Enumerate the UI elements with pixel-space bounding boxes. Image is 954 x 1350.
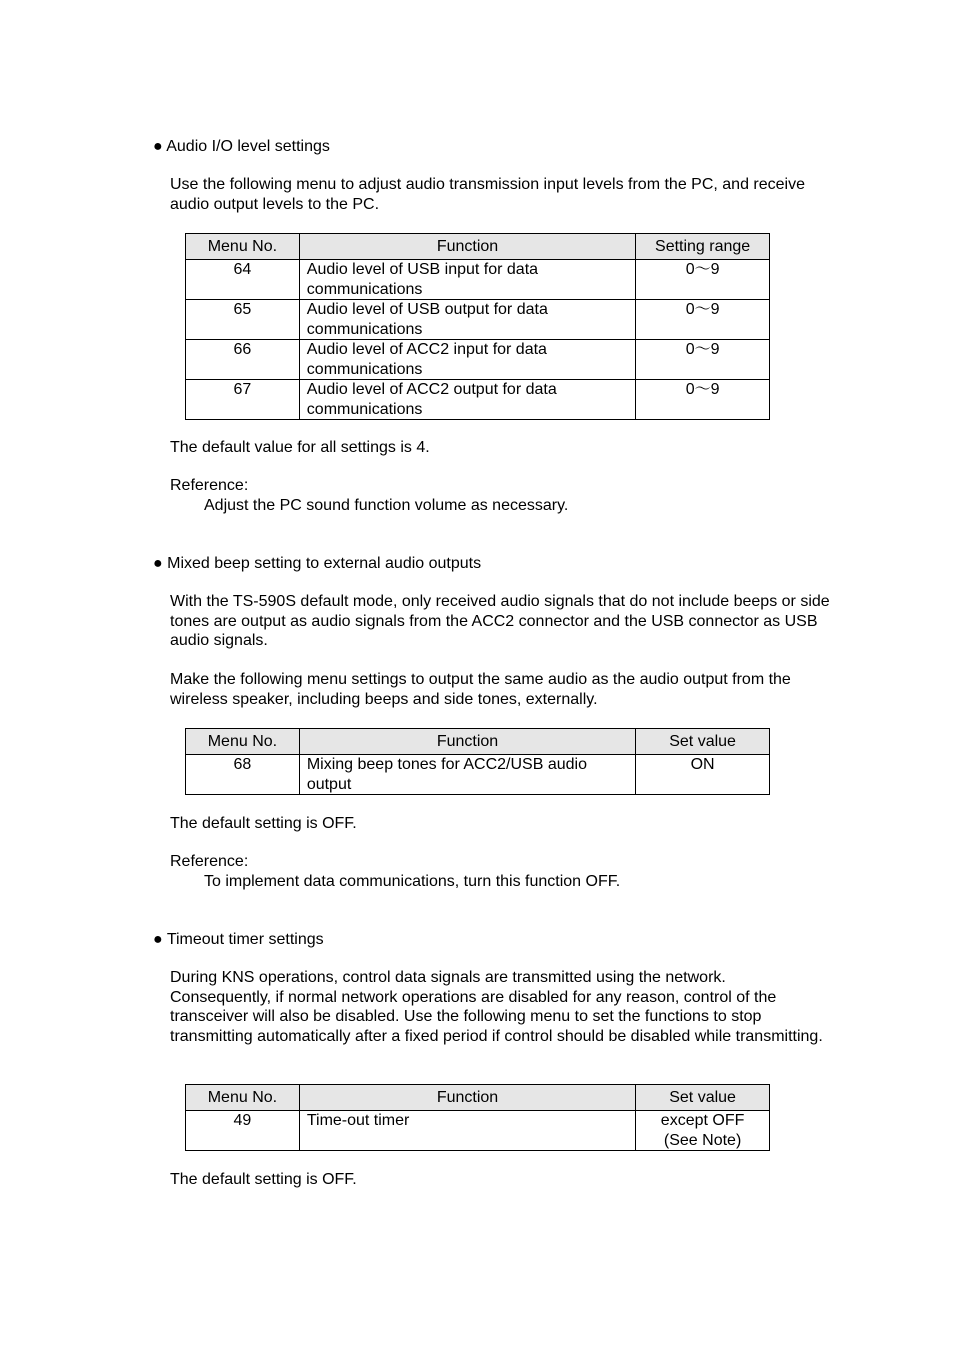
col-header-function: Function: [299, 234, 635, 260]
table-row: [186, 300, 770, 340]
cell-menu-no: 65: [186, 300, 300, 340]
timeout-table: [185, 1084, 770, 1151]
cell-function: Audio level of USB input for data communications: [299, 260, 635, 300]
cell-menu-no: 68: [186, 755, 300, 795]
reference-text: Adjust the PC sound function volume as necessary.: [204, 497, 569, 514]
default-note-mixed-beep: The default setting is OFF.: [170, 815, 357, 832]
section-heading-audio-io: ● Audio I/O level settings: [153, 138, 330, 155]
cell-menu-no: 49: [186, 1111, 300, 1151]
cell-set-value: except OFF (See Note): [636, 1111, 770, 1151]
section-intro-timeout: During KNS operations, control data signals are transmitted using the network. Consequently, if normal network operations are disabled for any reason, control of the transceiver will also be disabled. Use the following menu to set the functions to stop transmitting automatically after a fixed period if control should be disabled while transmitting.: [170, 969, 823, 1045]
default-note-timeout: The default setting is OFF.: [170, 1171, 357, 1188]
reference-text: To implement data communications, turn this function OFF.: [204, 873, 621, 890]
reference-label: Reference:: [170, 477, 249, 494]
cell-set-value: ON: [636, 755, 770, 795]
table-header-row: [186, 729, 770, 755]
cell-function: Audio level of ACC2 output for data communications: [299, 380, 635, 420]
cell-range: 0～9: [636, 340, 770, 380]
section-heading-mixed-beep: ● Mixed beep setting to external audio outputs: [153, 555, 482, 572]
cell-range: 0～9: [636, 260, 770, 300]
col-header-menu-no: Menu No.: [186, 234, 300, 260]
default-note-audio-io: The default value for all settings is 4.: [170, 439, 430, 456]
section-intro-mixed-beep: With the TS-590S default mode, only received audio signals that do not include beeps or side tones are output as audio signals from the ACC2 connector and the USB connector as USB audio signals.: [170, 593, 830, 649]
table-row: [186, 340, 770, 380]
col-header-function: Function: [299, 729, 635, 755]
col-header-menu-no: Menu No.: [186, 1085, 300, 1111]
table-row: [186, 380, 770, 420]
cell-function: Time-out timer: [299, 1111, 635, 1151]
reference-label: Reference:: [170, 853, 249, 870]
table-header-row: [186, 1085, 770, 1111]
section-intro-audio-io: Use the following menu to adjust audio transmission input levels from the PC, and receive audio output levels to the PC.: [170, 176, 805, 213]
col-header-set-value: Set value: [636, 1085, 770, 1111]
cell-menu-no: 67: [186, 380, 300, 420]
section-heading-timeout: ● Timeout timer settings: [153, 931, 324, 948]
table-row: [186, 755, 770, 795]
col-header-function: Function: [299, 1085, 635, 1111]
cell-range: 0～9: [636, 300, 770, 340]
table-row: [186, 1111, 770, 1151]
cell-range: 0～9: [636, 380, 770, 420]
col-header-menu-no: Menu No.: [186, 729, 300, 755]
cell-function: Mixing beep tones for ACC2/USB audio output: [299, 755, 635, 795]
cell-menu-no: 64: [186, 260, 300, 300]
table-row: [186, 260, 770, 300]
mixed-beep-table: [185, 728, 770, 795]
section-intro2-mixed-beep: Make the following menu settings to output the same audio as the audio output from the wireless speaker, including beeps and side tones, externally.: [170, 671, 791, 708]
table-header-row: [186, 234, 770, 260]
col-header-setting-range: Setting range: [636, 234, 770, 260]
cell-function: Audio level of USB output for data communications: [299, 300, 635, 340]
col-header-set-value: Set value: [636, 729, 770, 755]
cell-menu-no: 66: [186, 340, 300, 380]
cell-function: Audio level of ACC2 input for data communications: [299, 340, 635, 380]
audio-io-table: [185, 233, 770, 420]
